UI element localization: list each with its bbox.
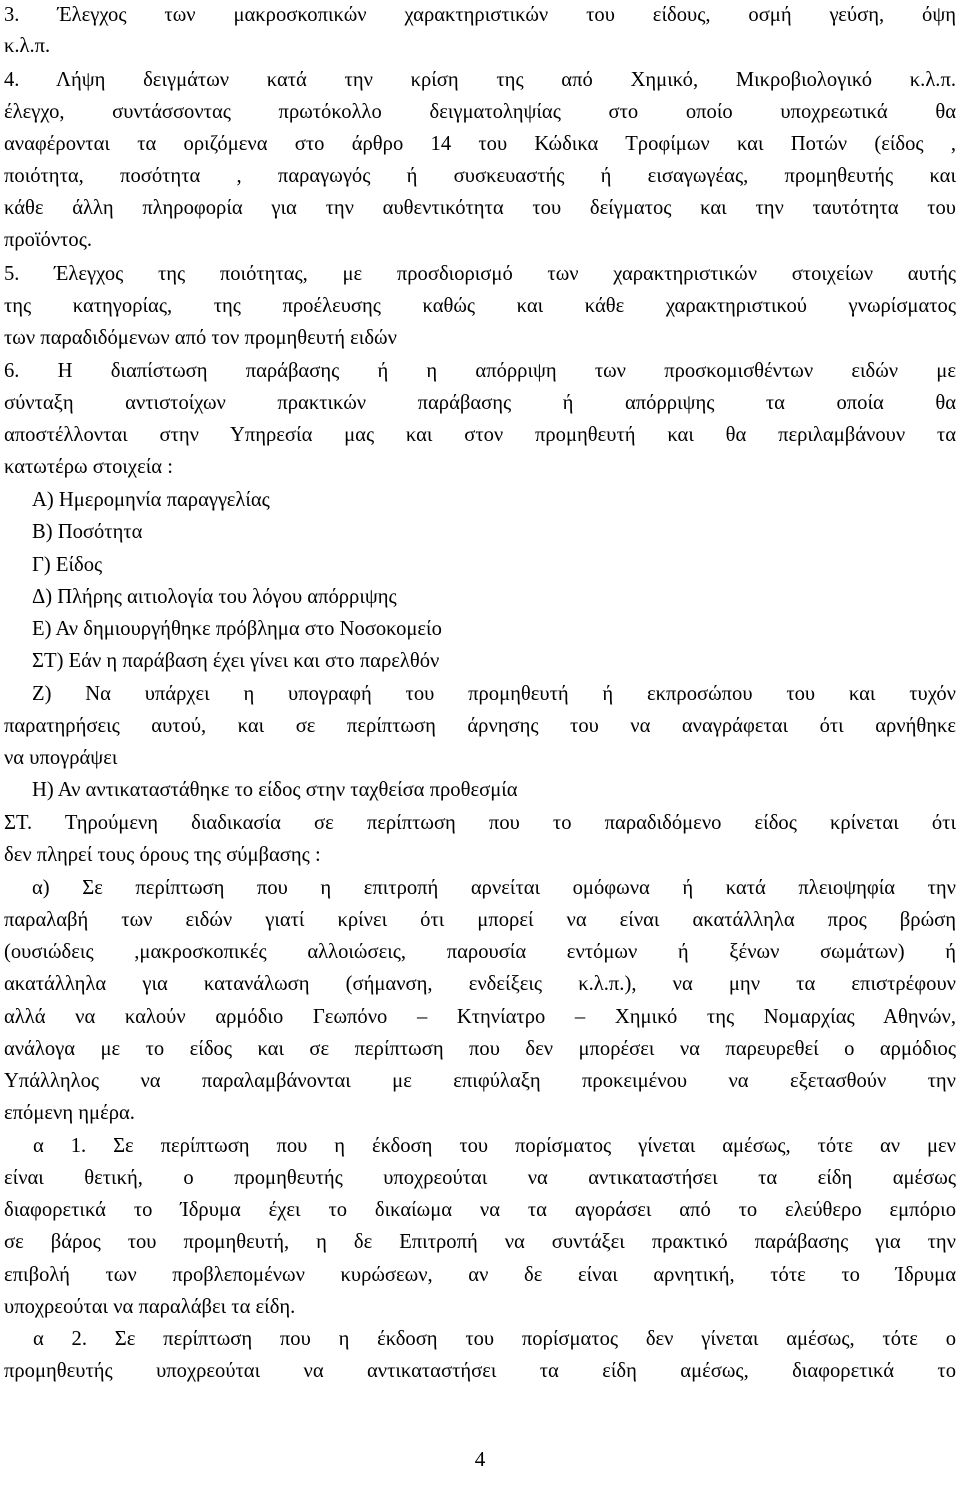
text-line: επιβολή των προβλεπομένων κυρώσεων, αν δε είναι αρνητική, τότε το Ίδρυμα	[4, 1264, 956, 1286]
text-line: είναι θετική, ο προμηθευτής υποχρεούται να αντικαταστήσει τα είδη αμέσως	[4, 1167, 956, 1189]
text-line: ποιότητα, ποσότητα , παραγωγός ή συσκευαστής ή εισαγωγέας, προμηθευτής και	[4, 165, 956, 187]
text-line: κ.λ.π.	[4, 35, 51, 57]
text-line: παραλαβή των ειδών γιατί κρίνει ότι μπορεί να είναι ακατάλληλα προς βρώση	[4, 909, 956, 931]
text-line: δεν πληρεί τους όρους της σύμβασης :	[4, 844, 321, 866]
text-line: ανάλογα με το είδος και σε περίπτωση που δεν μπορέσει να παρευρεθεί ο αρμόδιος	[4, 1038, 956, 1060]
text-line: παρατηρήσεις αυτού, και σε περίπτωση άρνησης του να αναγράφεται ότι αρνήθηκε	[4, 715, 956, 737]
text-line: έλεγχο, συντάσσοντας πρωτόκολλο δειγματοληψίας στο οποίο υποχρεωτικά θα	[4, 101, 956, 123]
text-line: προϊόντος.	[4, 229, 92, 251]
text-line: προμηθευτής υποχρεούται να αντικαταστήσει τα είδη αμέσως, διαφορετικά το	[4, 1360, 956, 1382]
text-line: κάθε άλλη πληροφορία για την αυθεντικότητα του δείγματος και την ταυτότητα του	[4, 197, 956, 219]
text-line: ΣΤ) Εάν η παράβαση έχει γίνει και στο παρελθόν	[32, 650, 440, 672]
text-line: 4. Λήψη δειγμάτων κατά την κρίση της από Χημικό, Μικροβιολογικό κ.λ.π.	[4, 69, 956, 91]
text-line: Υπάλληλος να παραλαμβάνονται με επιφύλαξη προκειμένου να εξετασθούν την	[4, 1070, 956, 1092]
text-line: Β) Ποσότητα	[32, 521, 143, 543]
text-line: α 2. Σε περίπτωση που η έκδοση του πορίσματος δεν γίνεται αμέσως, τότε ο	[33, 1328, 956, 1350]
text-line: α) Σε περίπτωση που η επιτροπή αρνείται ομόφωνα ή κατά πλειοψηφία την	[32, 877, 956, 899]
text-line: αναφέρονται τα οριζόμενα στο άρθρο 14 του Κώδικα Τροφίμων και Ποτών (είδος ,	[4, 133, 956, 155]
text-line: Ζ) Να υπάρχει η υπογραφή του προμηθευτή ή εκπροσώπου του και τυχόν	[32, 683, 956, 705]
text-line: των παραδιδόμενων από τον προμηθευτή ειδών	[4, 327, 397, 349]
text-line: αλλά να καλούν αρμόδιο Γεωπόνο – Κτηνίατρο – Χημικό της Νομαρχίας Αθηνών,	[4, 1006, 956, 1028]
text-line: αποστέλλονται στην Υπηρεσία μας και στον προμηθευτή και θα περιλαμβάνουν τα	[4, 424, 956, 446]
text-line: επόμενη ημέρα.	[4, 1102, 135, 1124]
text-line: Δ) Πλήρης αιτιολογία του λόγου απόρριψης	[32, 586, 397, 608]
text-line: 3. Έλεγχος των μακροσκοπικών χαρακτηριστικών του είδους, οσμή γεύση, όψη	[4, 4, 956, 26]
text-line: σύνταξη αντιστοίχων πρακτικών παράβασης ή απόρριψης τα οποία θα	[4, 392, 956, 414]
text-line: υποχρεούται να παραλάβει τα είδη.	[4, 1296, 296, 1318]
text-line: Γ) Είδος	[32, 554, 103, 576]
page-number: 4	[474, 1447, 486, 1471]
text-line: Ε) Αν δημιουργήθηκε πρόβλημα στο Νοσοκομείο	[32, 618, 442, 640]
text-line: 6. Η διαπίστωση παράβασης ή η απόρριψη των προσκομισθέντων ειδών με	[4, 360, 956, 382]
text-line: διαφορετικά το Ίδρυμα έχει το δικαίωμα να τα αγοράσει από το ελεύθερο εμπόριο	[4, 1199, 956, 1221]
text-line: Η) Αν αντικαταστάθηκε το είδος στην ταχθείσα προθεσμία	[32, 779, 518, 801]
text-line: σε βάρος του προμηθευτή, η δε Επιτροπή να συντάξει πρακτικό παράβασης για την	[4, 1231, 956, 1253]
text-line: Α) Ημερομηνία παραγγελίας	[32, 489, 270, 511]
text-line: 5. Έλεγχος της ποιότητας, με προσδιορισμό των χαρακτηριστικών στοιχείων αυτής	[4, 263, 956, 285]
text-line: ακατάλληλα για κατανάλωση (σήμανση, ενδείξεις κ.λ.π.), να μην τα επιστρέφουν	[4, 973, 956, 995]
text-line: (ουσιώδεις ,μακροσκοπικές αλλοιώσεις, παρουσία εντόμων ή ξένων σωμάτων) ή	[4, 941, 956, 963]
text-line: να υπογράψει	[4, 747, 118, 769]
text-line: ΣΤ. Τηρούμενη διαδικασία σε περίπτωση που το παραδιδόμενο είδος κρίνεται ότι	[4, 812, 956, 834]
text-line: κατωτέρω στοιχεία :	[4, 456, 173, 478]
text-line: της κατηγορίας, της προέλευσης καθώς και κάθε χαρακτηριστικού γνωρίσματος	[4, 295, 956, 317]
text-line: α 1. Σε περίπτωση που η έκδοση του πορίσματος γίνεται αμέσως, τότε αν μεν	[33, 1135, 956, 1157]
